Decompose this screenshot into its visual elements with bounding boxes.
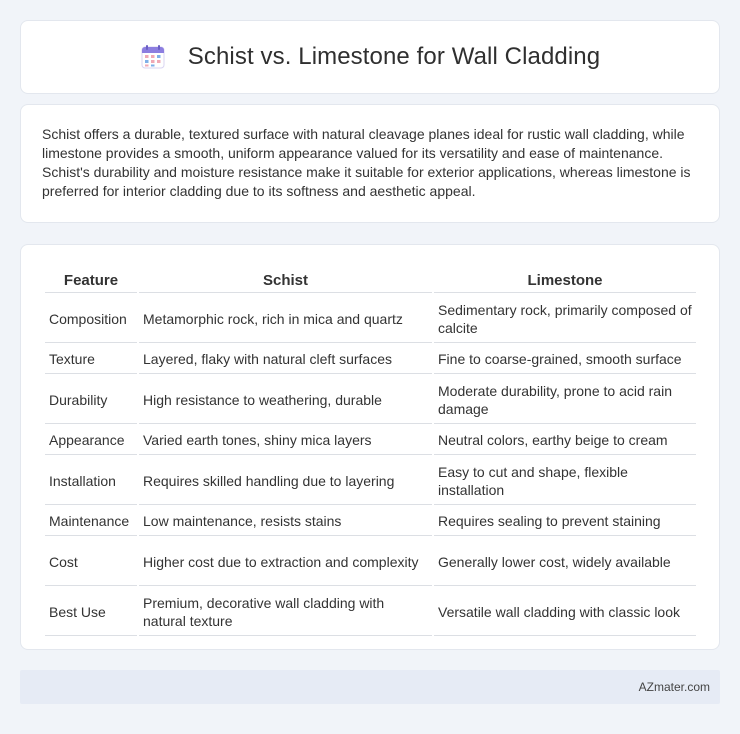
limestone-cell: Versatile wall cladding with classic look — [434, 588, 696, 636]
header-feature: Feature — [45, 267, 137, 293]
schist-cell: Requires skilled handling due to layering — [139, 457, 432, 505]
limestone-cell: Moderate durability, prone to acid rain damage — [434, 376, 696, 424]
feature-cell: Texture — [45, 345, 137, 374]
limestone-cell: Generally lower cost, widely available — [434, 538, 696, 586]
limestone-cell: Sedimentary rock, primarily composed of calcite — [434, 295, 696, 343]
table-row — [45, 295, 696, 343]
limestone-cell: Fine to coarse-grained, smooth surface — [434, 345, 696, 374]
title-wrap — [140, 43, 600, 71]
feature-cell: Maintenance — [45, 507, 137, 536]
intro-paragraph: Schist offers a durable, textured surface with natural cleavage planes ideal for rustic wall cladding, while limestone provides a smooth, uniform appearance valued for its versatility and ease of maintenance. Schist's durability and moisture resistance make it suitable for exterior applications, whereas limestone is preferred for interior cladding due to its softness and aesthetic appeal. — [42, 126, 691, 199]
schist-cell: Varied earth tones, shiny mica layers — [139, 426, 432, 455]
header-schist: Schist — [139, 267, 432, 293]
feature-cell: Composition — [45, 295, 137, 343]
page-title: Schist vs. Limestone for Wall Cladding — [187, 43, 601, 70]
feature-cell: Installation — [45, 457, 137, 505]
schist-cell: High resistance to weathering, durable — [139, 376, 432, 424]
schist-cell: Higher cost due to extraction and complexity — [139, 538, 432, 586]
feature-cell: Cost — [45, 538, 137, 586]
schist-cell: Low maintenance, resists stains — [139, 507, 432, 536]
comparison-card — [20, 244, 720, 650]
schist-cell: Layered, flaky with natural cleft surfaces — [139, 345, 432, 374]
table-row — [45, 457, 696, 505]
limestone-cell: Neutral colors, earthy beige to cream — [434, 426, 696, 455]
table-row — [45, 538, 696, 586]
footer-bar — [20, 670, 720, 704]
schist-cell: Premium, decorative wall cladding with natural texture — [139, 588, 432, 636]
feature-cell: Appearance — [45, 426, 137, 455]
feature-cell: Best Use — [45, 588, 137, 636]
header-limestone: Limestone — [434, 267, 696, 293]
calendar-icon — [140, 44, 166, 70]
table-row — [45, 426, 696, 455]
table-row — [45, 507, 696, 536]
feature-cell: Durability — [45, 376, 137, 424]
footer-source: AZmater.com — [638, 680, 710, 694]
table-row — [45, 588, 696, 636]
table-row — [45, 345, 696, 374]
comparison-table — [43, 265, 698, 638]
limestone-cell: Requires sealing to prevent staining — [434, 507, 696, 536]
limestone-cell: Easy to cut and shape, flexible installation — [434, 457, 696, 505]
schist-cell: Metamorphic rock, rich in mica and quartz — [139, 295, 432, 343]
table-row — [45, 376, 696, 424]
title-card — [20, 20, 720, 94]
intro-card — [20, 104, 720, 223]
table-header-row — [45, 267, 696, 293]
